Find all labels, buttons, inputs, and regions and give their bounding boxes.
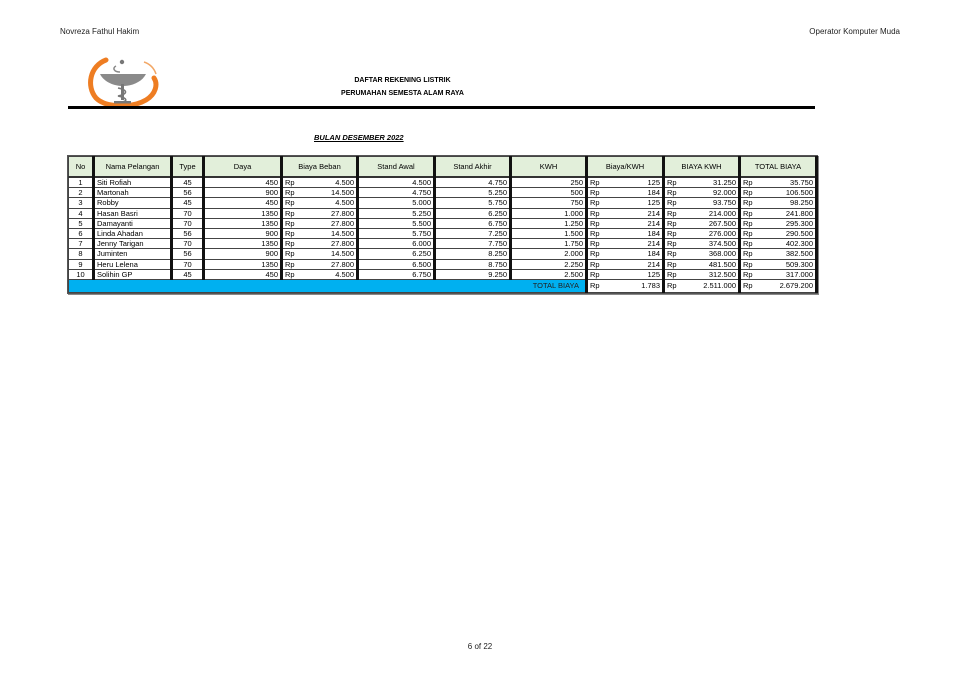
cell-beban: Rp 27.800 xyxy=(282,239,358,249)
cell-total: Rp 295.300 xyxy=(740,218,817,228)
table-row xyxy=(69,218,817,228)
cell-type: 70 xyxy=(172,259,204,269)
table-row xyxy=(69,177,817,188)
cell-nama: Robby xyxy=(94,198,172,208)
cell-beban: Rp 4.500 xyxy=(282,269,358,279)
cell-biaya-kwh: Rp 368.000 xyxy=(664,249,740,259)
billing-month: BULAN DESEMBER 2022 xyxy=(314,133,404,142)
cell-kwh: 2.250 xyxy=(511,259,587,269)
cell-akhir: 8.750 xyxy=(435,259,511,269)
table-row xyxy=(69,249,817,259)
cell-no: 7 xyxy=(69,239,94,249)
table-row xyxy=(69,198,817,208)
cell-akhir: 7.250 xyxy=(435,229,511,239)
cell-biaya-kwh: Rp 267.500 xyxy=(664,218,740,228)
cell-type: 56 xyxy=(172,229,204,239)
table-row xyxy=(69,259,817,269)
cell-biaya-kwh: Rp 31.250 xyxy=(664,177,740,188)
cell-total: Rp 35.750 xyxy=(740,177,817,188)
cell-no: 9 xyxy=(69,259,94,269)
cell-beban: Rp 4.500 xyxy=(282,177,358,188)
cell-nama: Damayanti xyxy=(94,218,172,228)
cell-nama: Heru Lelena xyxy=(94,259,172,269)
total-label: TOTAL BIAYA xyxy=(69,280,587,293)
cell-daya: 900 xyxy=(204,249,282,259)
cell-biaya-kwh: Rp 481.500 xyxy=(664,259,740,269)
cell-nama: Jenny Tarigan xyxy=(94,239,172,249)
cell-nama: Martonah xyxy=(94,188,172,198)
cell-kwh: 2.000 xyxy=(511,249,587,259)
cell-akhir: 8.250 xyxy=(435,249,511,259)
cell-akhir: 9.250 xyxy=(435,269,511,279)
cell-no: 2 xyxy=(69,188,94,198)
cell-per-kwh: Rp 184 xyxy=(587,249,664,259)
table-row xyxy=(69,239,817,249)
cell-per-kwh: Rp 125 xyxy=(587,198,664,208)
caduceus-pharmacy-icon xyxy=(84,56,162,108)
cell-nama: Hasan Basri xyxy=(94,208,172,218)
col-header-type: Type xyxy=(172,157,204,178)
cell-per-kwh: Rp 214 xyxy=(587,259,664,269)
cell-nama: Juminten xyxy=(94,249,172,259)
cell-daya: 900 xyxy=(204,188,282,198)
cell-daya: 1350 xyxy=(204,239,282,249)
cell-type: 56 xyxy=(172,188,204,198)
cell-per-kwh: Rp 125 xyxy=(587,177,664,188)
cell-per-kwh: Rp 214 xyxy=(587,239,664,249)
total-biaya-kwh: Rp 2.511.000 xyxy=(664,280,740,293)
col-header-biaya-kwh: BIAYA KWH xyxy=(664,157,740,178)
cell-nama: Siti Rofiah xyxy=(94,177,172,188)
total-row xyxy=(69,280,817,293)
cell-type: 45 xyxy=(172,198,204,208)
total-biaya: Rp 2.679.200 xyxy=(740,280,817,293)
page-header-role: Operator Komputer Muda xyxy=(809,27,900,36)
cell-beban: Rp 14.500 xyxy=(282,249,358,259)
total-biaya-per-kwh: Rp 1.783 xyxy=(587,280,664,293)
cell-per-kwh: Rp 184 xyxy=(587,188,664,198)
cell-awal: 5.000 xyxy=(358,198,435,208)
header-divider xyxy=(68,106,815,109)
cell-daya: 450 xyxy=(204,269,282,279)
cell-per-kwh: Rp 184 xyxy=(587,229,664,239)
cell-akhir: 6.250 xyxy=(435,208,511,218)
cell-biaya-kwh: Rp 276.000 xyxy=(664,229,740,239)
cell-nama: Linda Ahadan xyxy=(94,229,172,239)
col-header-kwh: KWH xyxy=(511,157,587,178)
cell-total: Rp 98.250 xyxy=(740,198,817,208)
cell-per-kwh: Rp 214 xyxy=(587,218,664,228)
cell-total: Rp 509.300 xyxy=(740,259,817,269)
col-header-biaya-per-kwh: Biaya/KWH xyxy=(587,157,664,178)
cell-nama: Solihin GP xyxy=(94,269,172,279)
cell-awal: 5.750 xyxy=(358,229,435,239)
cell-total: Rp 106.500 xyxy=(740,188,817,198)
cell-akhir: 7.750 xyxy=(435,239,511,249)
cell-awal: 5.250 xyxy=(358,208,435,218)
cell-kwh: 750 xyxy=(511,198,587,208)
cell-awal: 4.750 xyxy=(358,188,435,198)
cell-biaya-kwh: Rp 93.750 xyxy=(664,198,740,208)
cell-awal: 6.000 xyxy=(358,239,435,249)
table-row xyxy=(69,269,817,279)
cell-daya: 1350 xyxy=(204,259,282,269)
cell-daya: 1350 xyxy=(204,208,282,218)
cell-kwh: 1.250 xyxy=(511,218,587,228)
cell-biaya-kwh: Rp 312.500 xyxy=(664,269,740,279)
cell-no: 6 xyxy=(69,229,94,239)
page-header-author: Novreza Fathul Hakim xyxy=(60,27,140,36)
cell-daya: 900 xyxy=(204,229,282,239)
page-number: 6 of 22 xyxy=(467,642,493,651)
col-header-stand-awal: Stand Awal xyxy=(358,157,435,178)
cell-type: 45 xyxy=(172,177,204,188)
cell-beban: Rp 27.800 xyxy=(282,259,358,269)
cell-kwh: 500 xyxy=(511,188,587,198)
cell-type: 56 xyxy=(172,249,204,259)
billing-table xyxy=(67,155,818,294)
cell-no: 1 xyxy=(69,177,94,188)
cell-awal: 5.500 xyxy=(358,218,435,228)
cell-kwh: 1.500 xyxy=(511,229,587,239)
cell-kwh: 1.750 xyxy=(511,239,587,249)
cell-no: 10 xyxy=(69,269,94,279)
cell-daya: 1350 xyxy=(204,218,282,228)
cell-total: Rp 402.300 xyxy=(740,239,817,249)
document-title xyxy=(300,74,505,100)
cell-beban: Rp 27.800 xyxy=(282,218,358,228)
cell-total: Rp 290.500 xyxy=(740,229,817,239)
table-row xyxy=(69,188,817,198)
col-header-no: No xyxy=(69,157,94,178)
cell-beban: Rp 14.500 xyxy=(282,229,358,239)
cell-kwh: 250 xyxy=(511,177,587,188)
col-header-total-biaya: TOTAL BIAYA xyxy=(740,157,817,178)
cell-kwh: 2.500 xyxy=(511,269,587,279)
cell-biaya-kwh: Rp 374.500 xyxy=(664,239,740,249)
cell-per-kwh: Rp 125 xyxy=(587,269,664,279)
cell-akhir: 4.750 xyxy=(435,177,511,188)
col-header-daya: Daya xyxy=(204,157,282,178)
table-row xyxy=(69,208,817,218)
cell-type: 70 xyxy=(172,208,204,218)
col-header-stand-akhir: Stand Akhir xyxy=(435,157,511,178)
cell-total: Rp 241.800 xyxy=(740,208,817,218)
cell-daya: 450 xyxy=(204,198,282,208)
cell-type: 70 xyxy=(172,239,204,249)
cell-kwh: 1.000 xyxy=(511,208,587,218)
col-header-nama: Nama Pelangan xyxy=(94,157,172,178)
cell-no: 5 xyxy=(69,218,94,228)
col-header-biaya-beban: Biaya Beban xyxy=(282,157,358,178)
title-line-1: DAFTAR REKENING LISTRIK xyxy=(354,77,451,84)
cell-beban: Rp 4.500 xyxy=(282,198,358,208)
cell-type: 45 xyxy=(172,269,204,279)
cell-no: 3 xyxy=(69,198,94,208)
cell-daya: 450 xyxy=(204,177,282,188)
cell-total: Rp 382.500 xyxy=(740,249,817,259)
table-row xyxy=(69,229,817,239)
cell-no: 4 xyxy=(69,208,94,218)
cell-akhir: 6.750 xyxy=(435,218,511,228)
cell-awal: 6.750 xyxy=(358,269,435,279)
cell-per-kwh: Rp 214 xyxy=(587,208,664,218)
cell-akhir: 5.750 xyxy=(435,198,511,208)
cell-biaya-kwh: Rp 92.000 xyxy=(664,188,740,198)
cell-biaya-kwh: Rp 214.000 xyxy=(664,208,740,218)
title-line-2: PERUMAHAN SEMESTA ALAM RAYA xyxy=(341,90,464,97)
cell-beban: Rp 14.500 xyxy=(282,188,358,198)
cell-type: 70 xyxy=(172,218,204,228)
cell-awal: 4.500 xyxy=(358,177,435,188)
cell-no: 8 xyxy=(69,249,94,259)
cell-beban: Rp 27.800 xyxy=(282,208,358,218)
table-header-row xyxy=(69,157,817,178)
cell-awal: 6.250 xyxy=(358,249,435,259)
cell-total: Rp 317.000 xyxy=(740,269,817,279)
cell-akhir: 5.250 xyxy=(435,188,511,198)
cell-awal: 6.500 xyxy=(358,259,435,269)
